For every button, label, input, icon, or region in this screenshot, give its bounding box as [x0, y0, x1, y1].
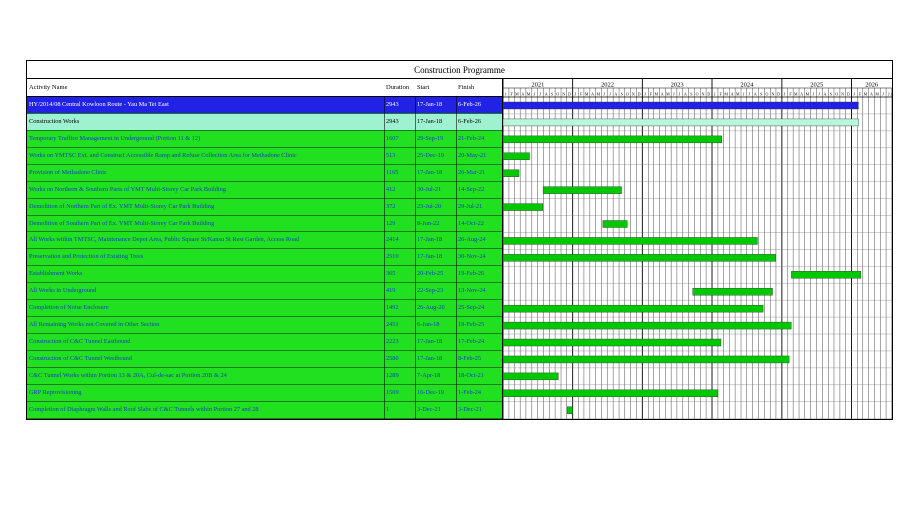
bar-task [503, 153, 530, 160]
month-tick-label: S [760, 91, 763, 97]
bar-task [503, 237, 757, 244]
start-date: 17-Jan-18 [417, 236, 443, 244]
month-tick-label: J [812, 91, 815, 97]
month-tick-label: A [544, 91, 548, 97]
start-date: 17-Jan-18 [417, 117, 443, 125]
bar-task [503, 204, 543, 211]
month-tick-label: A [521, 91, 525, 97]
chart-title: Construction Programme [27, 61, 892, 79]
activity-name: Construction Works [29, 117, 80, 125]
header-start: Start [417, 84, 430, 91]
month-tick-label: M [794, 91, 798, 97]
activity-name: Completion of Diaphragm Walls and Roof Slabs of C&C Tunnels within Portion 27 and 28 [29, 405, 259, 413]
activity-name: Works on YMTSC Ext. and Construct Accessible Ramp and Refuse Collection Area for Methadone Clinic [29, 151, 297, 159]
start-date: 3-Dec-21 [417, 405, 441, 413]
month-tick-label: F [859, 91, 862, 97]
month-tick-label: M [666, 91, 670, 97]
finish-date: 17-Feb-24 [458, 338, 485, 346]
month-tick-label: J [504, 91, 507, 97]
activity-name: Construction of C&C Tunnel Eastbound [29, 338, 131, 346]
duration: 412 [386, 185, 396, 193]
month-tick-label: D [777, 91, 781, 97]
month-tick-label: A [591, 91, 594, 97]
year-label: 2025 [810, 81, 824, 89]
finish-date: 8-Feb-25 [458, 354, 482, 362]
month-tick-label: J [882, 91, 884, 97]
month-tick-label: O [695, 91, 699, 97]
month-tick-label: J [678, 91, 681, 97]
month-tick-label: J [603, 91, 605, 97]
table-row [27, 385, 502, 402]
activity-name: Demolition of Northern Part of Ex. YMT Multi-Storey Car Park Building [29, 202, 215, 210]
month-tick-label: J [539, 91, 542, 97]
table-row [27, 368, 502, 385]
bar-task [791, 271, 860, 278]
month-tick-label: F [510, 91, 513, 97]
month-tick-label: A [660, 91, 664, 97]
month-tick-label: J [748, 91, 751, 97]
table-row [27, 182, 502, 199]
duration: 1509 [386, 388, 399, 396]
table-row [27, 300, 502, 317]
duration: 129 [386, 219, 396, 227]
bar-task [503, 373, 558, 380]
month-tick-label: S [829, 91, 833, 97]
table-row [27, 199, 502, 216]
month-tick-label: N [841, 91, 845, 97]
month-tick-label: S [620, 91, 623, 97]
month-tick-label: J [853, 91, 855, 97]
table-row [27, 165, 502, 182]
activity-name: GRP Reprovisioning [29, 388, 82, 396]
activity-name: Completion of Noise Enclosure [29, 304, 109, 312]
month-tick-label: J [818, 91, 820, 97]
start-date: 16-Dec-19 [417, 388, 444, 396]
duration: 1165 [386, 168, 399, 176]
month-tick-label: J [742, 91, 745, 97]
month-tick-label: O [765, 91, 769, 97]
table-row [27, 266, 502, 283]
start-date: 17-Jan-18 [417, 354, 443, 362]
month-tick-label: J [673, 91, 675, 97]
year-label: 2023 [670, 81, 684, 89]
activity-name: Establishment Works [29, 270, 83, 278]
table-row [27, 402, 502, 419]
duration: 2943 [386, 101, 399, 108]
table-row [27, 249, 502, 266]
table-row [27, 114, 502, 131]
column-divider [415, 97, 416, 419]
start-date: 20-Feb-25 [417, 270, 444, 278]
activity-name: HY/2014/08 Central Kowloon Route - Yau Ma Tei East [29, 101, 169, 108]
start-date: 30-Jul-21 [417, 185, 442, 193]
duration: 365 [386, 270, 396, 278]
month-tick-label: A [614, 91, 618, 97]
month-tick-label: D [707, 91, 711, 97]
year-label: 2026 [865, 81, 879, 89]
table-row [27, 334, 502, 351]
month-tick-label: N [771, 91, 775, 97]
month-tick-label: A [753, 91, 757, 97]
bar-summary [503, 102, 858, 109]
activity-name: All Works within TMTSC, Maintenance Depot Area, Public Square St/Kansu St Rest Garden, Access Road [29, 236, 300, 244]
timeline-svg [503, 79, 892, 419]
duration: 513 [386, 151, 396, 159]
month-tick-label: J [574, 91, 577, 97]
header-finish: Finish [458, 84, 475, 91]
start-date: 17-Jan-18 [417, 101, 443, 108]
bar-task [503, 170, 519, 177]
activity-name: Construction of C&C Tunnel Westbound [29, 354, 132, 362]
finish-date: 13-Nov-24 [458, 287, 486, 295]
month-tick-label: J [887, 91, 890, 97]
bar-task [567, 407, 573, 414]
month-tick-label: M [863, 91, 868, 97]
timeline-area [503, 79, 892, 419]
bar-task [503, 322, 791, 329]
gantt-chart [26, 60, 893, 420]
year-label: 2022 [601, 81, 615, 89]
month-tick-label: A [823, 91, 827, 97]
table-row [27, 317, 502, 334]
activity-name: All Works in Underground [29, 287, 97, 295]
finish-date: 18-Oct-21 [458, 371, 484, 379]
header-duration: Duration [386, 84, 410, 91]
month-tick-label: F [719, 91, 722, 97]
month-tick-label: S [690, 91, 693, 97]
activity-name: C&C Tunnel Works within Portion 13 & 20A, Cul-de-sac at Portion 20B & 24 [29, 371, 227, 379]
month-tick-label: M [805, 91, 810, 97]
finish-date: 3-Dec-21 [458, 405, 482, 413]
column-divider [384, 97, 385, 419]
month-tick-label: A [800, 91, 804, 97]
month-tick-label: M [584, 91, 589, 97]
bar-task [503, 254, 776, 261]
table-row [27, 148, 502, 165]
finish-date: 25-Sep-24 [458, 304, 485, 312]
duration: 2414 [386, 236, 399, 244]
finish-date: 19-Feb-26 [458, 270, 485, 278]
month-tick-label: J [533, 91, 536, 97]
bar-task [543, 187, 621, 194]
finish-date: 1-Feb-24 [458, 388, 482, 396]
month-tick-label: A [730, 91, 734, 97]
month-tick-label: M [875, 91, 879, 97]
month-tick-label: M [515, 91, 519, 97]
month-tick-label: D [846, 91, 850, 97]
month-tick-label: J [713, 91, 716, 97]
duration: 2510 [386, 253, 399, 261]
duration: 419 [386, 287, 396, 295]
month-tick-label: A [890, 91, 894, 97]
month-tick-label: F [789, 91, 792, 97]
column-divider [456, 97, 457, 419]
duration: 2223 [386, 338, 399, 346]
month-tick-label: J [783, 91, 786, 97]
finish-date: 29-Jul-21 [458, 202, 483, 210]
finish-date: 26-Aug-24 [458, 236, 486, 244]
bar-task [603, 221, 627, 228]
start-date: 23-Jul-20 [417, 202, 442, 210]
duration: 372 [386, 202, 396, 210]
month-tick-label: S [550, 91, 554, 97]
month-tick-label: J [609, 91, 611, 97]
finish-date: 26-Mar-21 [458, 168, 486, 176]
month-tick-label: N [631, 91, 635, 97]
bar-task [503, 390, 718, 397]
month-tick-label: M [735, 91, 740, 97]
table-row [27, 232, 502, 249]
finish-date: 6-Feb-26 [458, 101, 482, 108]
month-tick-label: M [654, 91, 659, 97]
finish-date: 30-Nov-24 [458, 253, 486, 261]
table-row [27, 131, 502, 148]
start-date: 17-Jan-18 [417, 253, 443, 261]
duration: 2943 [386, 117, 399, 125]
month-tick-label: A [684, 91, 687, 97]
start-date: 29-Sep-19 [417, 134, 444, 142]
table-header [27, 79, 502, 97]
header-activity-name: Activity Name [29, 84, 68, 91]
start-date: 25-Dec-19 [417, 151, 444, 159]
month-tick-label: O [556, 91, 560, 97]
month-tick-label: O [626, 91, 629, 97]
duration: 1492 [386, 304, 399, 312]
duration: 1289 [386, 371, 399, 379]
start-date: 7-Apr-18 [417, 371, 441, 379]
month-tick-label: M [724, 91, 728, 97]
year-label: 2024 [740, 81, 754, 89]
finish-date: 21-Feb-24 [458, 134, 485, 142]
table-row [27, 97, 502, 114]
duration: 2580 [386, 354, 399, 362]
finish-date: 6-Feb-26 [458, 117, 482, 125]
month-tick-label: M [596, 91, 601, 97]
bar-task [693, 288, 773, 295]
month-tick-label: M [526, 91, 531, 97]
duration: 2451 [386, 321, 399, 329]
activity-name: Demolition of Southern Part of Ex. YMT Multi-Storey Car Park Building [29, 219, 215, 227]
activity-name: Temporary Traffice Management in Underground (Portion 11 & 12) [29, 134, 201, 142]
year-label: 2021 [531, 81, 545, 89]
bar-task [503, 136, 722, 143]
month-tick-label: A [869, 91, 873, 97]
start-date: 8-Jun-22 [417, 219, 440, 227]
month-tick-label: O [835, 91, 839, 97]
bar-task [503, 356, 789, 363]
start-date: 17-Jan-18 [417, 168, 443, 176]
duration: 1607 [386, 134, 399, 142]
month-tick-label: D [567, 91, 571, 97]
bar-task [503, 305, 763, 312]
table-row [27, 283, 502, 300]
month-tick-label: D [637, 91, 641, 97]
duration: 1 [386, 405, 390, 413]
bar-task [503, 339, 721, 346]
activity-name: Works on Northern & Southern Parts of YMT Multi-Storey Car Park Building [29, 185, 226, 193]
activity-name: Preservation and Protection of Existing Trees [29, 253, 144, 261]
activity-table [27, 79, 503, 419]
month-tick-label: J [644, 91, 646, 97]
month-tick-label: F [649, 91, 653, 97]
finish-date: 14-Oct-22 [458, 219, 484, 227]
month-tick-label: N [562, 91, 566, 97]
table-row [27, 351, 502, 368]
start-date: 6-Jun-18 [417, 321, 440, 329]
month-tick-label: N [701, 91, 705, 97]
month-tick-label: F [580, 91, 583, 97]
activity-name: All Remaining Works not Covered in Other Section [29, 321, 160, 329]
bar-group [503, 119, 858, 126]
start-date: 17-Jan-18 [417, 338, 443, 346]
finish-date: 19-Feb-25 [458, 321, 485, 329]
finish-date: 20-May-21 [458, 151, 487, 159]
table-row [27, 216, 502, 233]
activity-name: Provision of Methadone Clinic [29, 168, 107, 176]
start-date: 26-Aug-20 [417, 304, 445, 312]
start-date: 22-Sep-23 [417, 287, 444, 295]
finish-date: 14-Sep-22 [458, 185, 485, 193]
